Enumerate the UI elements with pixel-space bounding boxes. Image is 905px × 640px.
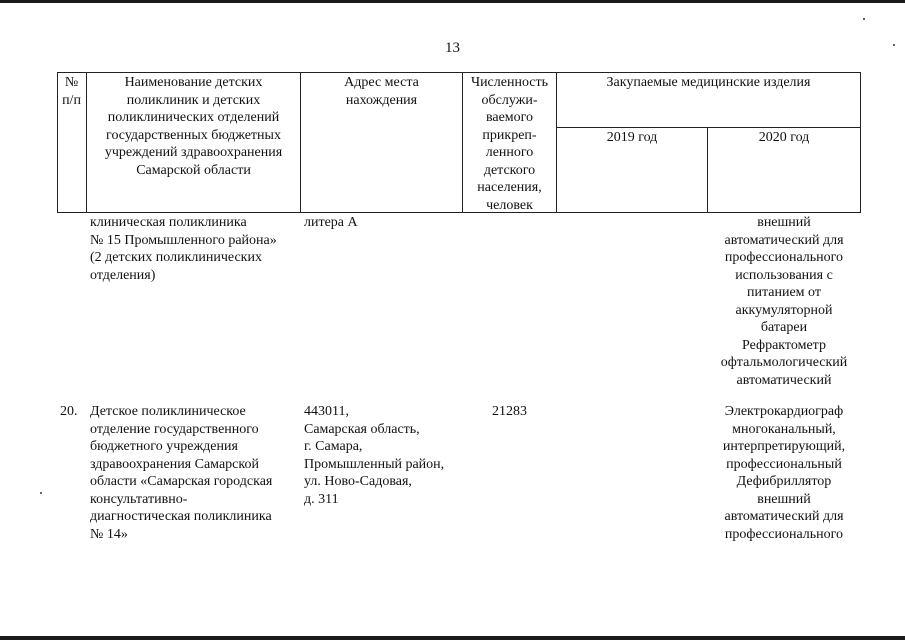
row-population: 21283	[492, 404, 527, 419]
header-devices: Закупаемые медицинские изделия	[606, 75, 811, 90]
row-2020: Электрокардиограф многоканальный, интерпретирующий, профессиональный Дефибриллятор внешний автоматический для профессионального	[722, 404, 846, 542]
bottom-border	[0, 636, 905, 640]
scan-speck	[863, 18, 865, 20]
row-number: 20.	[60, 404, 78, 419]
header-name: Наименование детских поликлиник и детских поликлинических отделений государственных бюджетных учреждений здравоохранения Самарской области	[104, 75, 283, 178]
scan-speck	[40, 492, 42, 494]
row-address: 443011, Самарская область, г. Самара, Промышленный район, ул. Ново-Садовая, д. 311	[304, 404, 445, 507]
row-name: клиническая поликлиника № 15 Промышленного района» (2 детских поликлинических отделения)	[90, 215, 277, 283]
header-2020: 2020 год	[758, 130, 810, 145]
row-address: литера А	[304, 215, 358, 230]
row-2020: внешний автоматический для профессионального использования с питанием от аккумуляторной батареи Рефрактометр офтальмологический автоматический	[720, 215, 848, 388]
header-2019: 2019 год	[606, 130, 658, 145]
top-border	[0, 0, 905, 3]
header-number: № п/п	[62, 75, 81, 108]
header-address: Адрес места нахождения	[344, 75, 419, 108]
page-number: 13	[445, 40, 460, 56]
header-population: Численность обслужи- ваемого прикреп- ленного детского населения, человек	[470, 75, 549, 213]
row-name: Детское поликлиническое отделение государственного бюджетного учреждения здравоохранения Самарской области «Самарская городская консультативно- диагностическая поликлиника № 14»	[90, 404, 273, 542]
